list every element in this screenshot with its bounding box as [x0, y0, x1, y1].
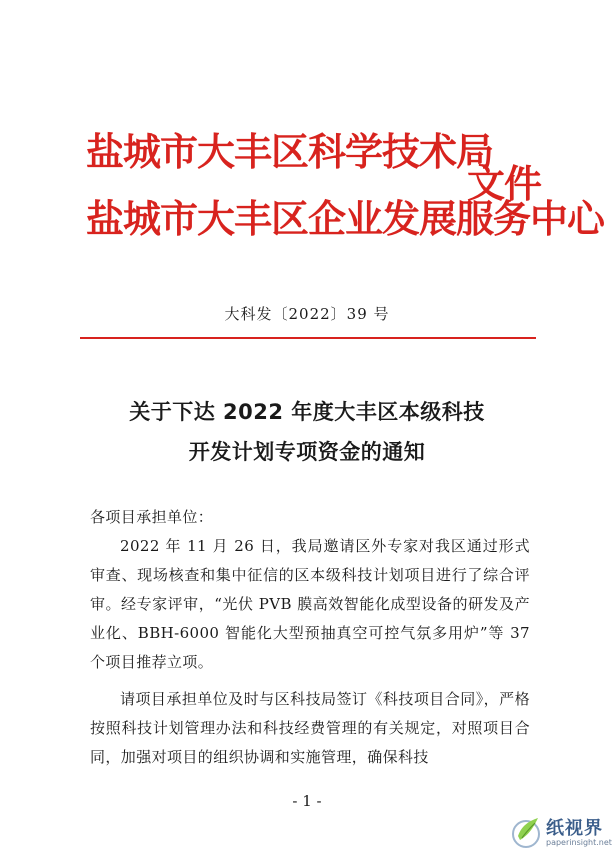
watermark-url: paperinsight.net — [546, 838, 612, 847]
body-paragraph-1: 2022 年 11 月 26 日，我局邀请区外专家对我区通过形式审查、现场核查和集中征信的区本级科技计划项目进行了综合评审。经专家评审，“光伏 PVB 膜高效智能化成型设备的研发及产业化、BBH-6000 智能化大型预抽真空可控气氛多用炉”等 37 个项目推荐立项。 — [90, 537, 530, 671]
issuer-name-2: 盐城市大丰区企业发展服务中心 — [86, 197, 605, 241]
document-number: 大科发〔2022〕39 号 — [224, 305, 390, 323]
body-paragraph-2: 请项目承担单位及时与区科技局签订《科技项目合同》，严格按照科技计划管理办法和科技经费管理的有关规定，对照项目合同，加强对项目的组织协调和实施管理，确保科技 — [90, 690, 530, 766]
document-word: 文件 — [467, 162, 542, 206]
notice-title-line-2: 开发计划专项资金的通知 — [188, 440, 426, 464]
page-number: - 1 - — [292, 792, 322, 810]
red-divider — [80, 337, 536, 339]
watermark-name: 纸视界 — [546, 818, 603, 839]
issuer-name-1: 盐城市大丰区科学技术局 — [86, 130, 494, 174]
notice-title-line-1: 关于下达 2022 年度大丰区本级科技 — [129, 400, 485, 424]
watermark — [510, 810, 610, 854]
salutation: 各项目承担单位： — [90, 508, 214, 526]
leaf-logo-icon — [510, 814, 542, 850]
